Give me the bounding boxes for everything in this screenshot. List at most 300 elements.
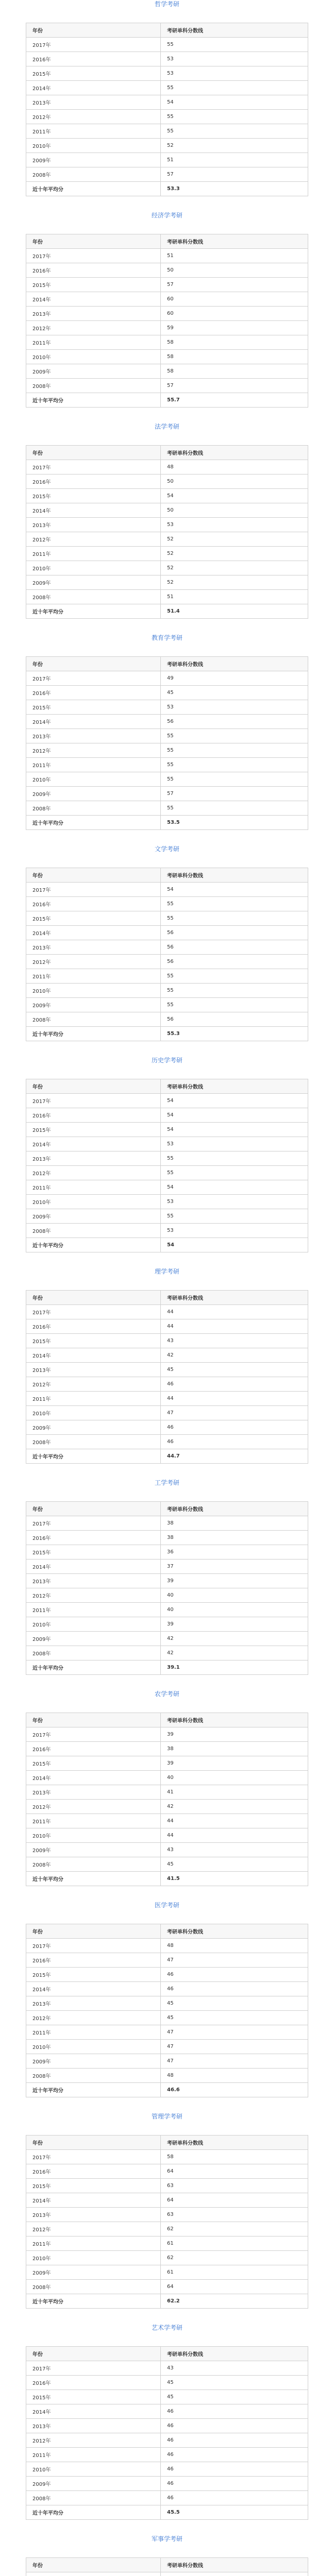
score-cell: 54: [161, 95, 308, 110]
score-cell: 46: [161, 1377, 308, 1392]
year-cell: 2015年: [26, 1334, 161, 1348]
header-score: 考研单科分数线: [161, 1291, 308, 1305]
subject-title: 经济学考研: [151, 212, 182, 219]
header-score: 考研单科分数线: [161, 1713, 308, 1727]
year-cell: 2009年: [26, 2477, 161, 2491]
table-row: [26, 1420, 308, 1435]
score-cell: 52: [161, 532, 308, 547]
year-cell: 2017年: [26, 671, 161, 686]
year-cell: 2015年: [26, 1123, 161, 1137]
year-cell: 2014年: [26, 1982, 161, 1996]
year-cell: 2008年: [26, 1435, 161, 1449]
table-row: [26, 998, 308, 1012]
table-row: [26, 1800, 308, 1814]
header-score: 考研单科分数线: [161, 2347, 308, 2361]
table-header-row: [26, 1291, 308, 1305]
table-row: [26, 1334, 308, 1348]
average-label: 近十年平均分: [26, 2294, 161, 2309]
score-cell: 64: [161, 2280, 308, 2294]
table-row: [26, 561, 308, 575]
average-row: [26, 1238, 308, 1252]
table-header-row: [26, 23, 308, 38]
score-cell: 57: [161, 787, 308, 801]
table-row: [26, 1756, 308, 1771]
table-row: [26, 474, 308, 489]
table-row: [26, 460, 308, 474]
score-cell: 53: [161, 52, 308, 66]
score-cell: 38: [161, 1742, 308, 1756]
year-cell: 2016年: [26, 686, 161, 700]
score-cell: 55: [161, 1166, 308, 1180]
score-cell: 51: [161, 590, 308, 604]
header-year: 年份: [26, 2347, 161, 2361]
year-cell: 2012年: [26, 2011, 161, 2025]
score-cell: 63: [161, 2208, 308, 2222]
subject-section-9: [0, 1901, 334, 2112]
table-row: [26, 2150, 308, 2164]
year-cell: 2010年: [26, 772, 161, 787]
score-cell: [161, 2572, 308, 2576]
table-row: [26, 1012, 308, 1027]
score-cell: 43: [161, 1334, 308, 1348]
average-row: [26, 182, 308, 196]
header-year: 年份: [26, 1079, 161, 1094]
subject-section-6: [0, 1267, 334, 1479]
score-cell: 50: [161, 263, 308, 278]
score-cell: 55: [161, 81, 308, 95]
subject-title: 教育学考研: [151, 634, 182, 641]
score-cell: 55: [161, 1151, 308, 1166]
year-cell: 2015年: [26, 2179, 161, 2193]
score-cell: 57: [161, 278, 308, 292]
year-cell: 2009年: [26, 998, 161, 1012]
table-row: [26, 292, 308, 307]
header-year: 年份: [26, 868, 161, 883]
subject-title: 工学考研: [154, 1479, 179, 1486]
average-value: 53.5: [161, 816, 308, 830]
table-row: [26, 1137, 308, 1151]
average-label: 近十年平均分: [26, 816, 161, 830]
year-cell: 2009年: [26, 2054, 161, 2069]
year-cell: 2011年: [26, 969, 161, 984]
average-value: 46.6: [161, 2083, 308, 2097]
year-cell: 2017年: [26, 1094, 161, 1108]
header-year: 年份: [26, 2558, 161, 2572]
score-cell: 46: [161, 1982, 308, 1996]
year-cell: 2017年: [26, 1305, 161, 1319]
year-cell: 2014年: [26, 503, 161, 518]
score-cell: 44: [161, 1828, 308, 1843]
score-cell: 55: [161, 758, 308, 772]
table-header-row: [26, 1924, 308, 1939]
subject-title: 文学考研: [154, 845, 179, 853]
table-row: [26, 2419, 308, 2433]
table-row: [26, 489, 308, 503]
table-row: [26, 1094, 308, 1108]
score-table: [26, 868, 308, 1041]
average-row: [26, 1872, 308, 1886]
average-row: [26, 816, 308, 830]
table-row: [26, 1968, 308, 1982]
score-cell: 53: [161, 1224, 308, 1238]
table-row: [26, 2179, 308, 2193]
header-year: 年份: [26, 446, 161, 460]
header-year: 年份: [26, 1502, 161, 1516]
table-row: [26, 364, 308, 379]
year-cell: 2011年: [26, 124, 161, 139]
score-cell: 42: [161, 1800, 308, 1814]
score-table: [26, 656, 308, 830]
score-cell: 58: [161, 350, 308, 364]
year-cell: 2015年: [26, 1545, 161, 1560]
year-cell: 2016年: [26, 1108, 161, 1123]
year-cell: 2013年: [26, 1785, 161, 1800]
score-cell: 39: [161, 1617, 308, 1632]
score-cell: 39: [161, 1727, 308, 1742]
year-cell: 2013年: [26, 2419, 161, 2433]
year-cell: 2017年: [26, 2150, 161, 2164]
subject-title: 哲学考研: [154, 1, 179, 8]
year-cell: 2014年: [26, 2404, 161, 2419]
table-row: [26, 2222, 308, 2236]
average-value: 62.2: [161, 2294, 308, 2309]
year-cell: 2008年: [26, 2069, 161, 2083]
score-cell: 56: [161, 926, 308, 940]
table-row: [26, 984, 308, 998]
header-score: 考研单科分数线: [161, 1079, 308, 1094]
score-cell: 46: [161, 1420, 308, 1435]
table-row: [26, 1646, 308, 1660]
score-cell: 59: [161, 321, 308, 335]
year-cell: 2015年: [26, 278, 161, 292]
score-cell: 52: [161, 547, 308, 561]
table-row: [26, 2361, 308, 2376]
table-row: [26, 1195, 308, 1209]
score-cell: 55: [161, 984, 308, 998]
table-row: [26, 801, 308, 816]
table-row: [26, 940, 308, 955]
year-cell: 2011年: [26, 335, 161, 350]
year-cell: 2014年: [26, 1560, 161, 1574]
average-row: [26, 2083, 308, 2097]
table-row: [26, 263, 308, 278]
score-cell: 46: [161, 1435, 308, 1449]
score-cell: 62: [161, 2222, 308, 2236]
year-cell: 2017年: [26, 1939, 161, 1953]
score-cell: 47: [161, 1953, 308, 1968]
table-row: [26, 124, 308, 139]
year-cell: 2011年: [26, 2448, 161, 2462]
year-cell: 2008年: [26, 379, 161, 393]
score-table: [26, 1501, 308, 1675]
score-cell: 42: [161, 1632, 308, 1646]
table-row: [26, 1982, 308, 1996]
score-cell: 48: [161, 1939, 308, 1953]
score-cell: 42: [161, 1348, 308, 1363]
table-row: [26, 590, 308, 604]
table-header-row: [26, 234, 308, 249]
subject-section-8: [0, 1690, 334, 1901]
year-cell: 2011年: [26, 1814, 161, 1828]
table-row: [26, 758, 308, 772]
score-cell: 44: [161, 1319, 308, 1334]
score-table: [26, 1924, 308, 2097]
year-cell: 2013年: [26, 729, 161, 743]
year-cell: 2013年: [26, 1151, 161, 1166]
header-score: 考研单科分数线: [161, 234, 308, 249]
table-row: [26, 1574, 308, 1588]
table-row: [26, 1953, 308, 1968]
year-cell: 2014年: [26, 2193, 161, 2208]
table-row: [26, 926, 308, 940]
year-cell: 2015年: [26, 700, 161, 715]
table-row: [26, 2376, 308, 2390]
average-label: 近十年平均分: [26, 1238, 161, 1252]
table-row: [26, 955, 308, 969]
year-cell: 2010年: [26, 2040, 161, 2054]
header-year: 年份: [26, 1924, 161, 1939]
subject-section-1: [0, 211, 334, 422]
subject-section-2: [0, 422, 334, 634]
subject-section-7: [0, 1479, 334, 1690]
table-row: [26, 1348, 308, 1363]
year-cell: 2008年: [26, 2280, 161, 2294]
score-cell: 45: [161, 2390, 308, 2404]
score-cell: 45: [161, 2376, 308, 2390]
score-cell: 57: [161, 167, 308, 182]
year-cell: 2010年: [26, 350, 161, 364]
score-cell: 56: [161, 1012, 308, 1027]
year-cell: 2011年: [26, 1180, 161, 1195]
table-row: [26, 1632, 308, 1646]
table-row: [26, 350, 308, 364]
year-cell: 2014年: [26, 1137, 161, 1151]
year-cell: 2010年: [26, 1828, 161, 1843]
score-cell: 39: [161, 1756, 308, 1771]
year-cell: 2010年: [26, 2251, 161, 2265]
score-cell: 46: [161, 2477, 308, 2491]
table-row: [26, 2193, 308, 2208]
score-cell: 38: [161, 1531, 308, 1545]
average-label: 近十年平均分: [26, 604, 161, 619]
year-cell: 2011年: [26, 758, 161, 772]
score-cell: 36: [161, 1545, 308, 1560]
table-header-row: [26, 2347, 308, 2361]
score-cell: 58: [161, 2150, 308, 2164]
table-row: [26, 1392, 308, 1406]
score-cell: 54: [161, 883, 308, 897]
score-cell: 42: [161, 1646, 308, 1660]
score-cell: 41: [161, 1785, 308, 1800]
score-cell: 55: [161, 1209, 308, 1224]
year-cell: 2008年: [26, 1012, 161, 1027]
table-row: [26, 1939, 308, 1953]
table-row: [26, 2477, 308, 2491]
score-cell: 48: [161, 460, 308, 474]
score-cell: 55: [161, 998, 308, 1012]
year-cell: 2013年: [26, 95, 161, 110]
year-cell: 2010年: [26, 1195, 161, 1209]
table-header-row: [26, 868, 308, 883]
table-row: [26, 2390, 308, 2404]
score-cell: 58: [161, 364, 308, 379]
subject-title: 艺术学考研: [151, 2324, 182, 2331]
year-cell: 2010年: [26, 984, 161, 998]
table-row: [26, 2011, 308, 2025]
score-cell: 45: [161, 686, 308, 700]
score-cell: 47: [161, 2025, 308, 2040]
table-row: [26, 1209, 308, 1224]
year-cell: 2008年: [26, 1646, 161, 1660]
year-cell: 2014年: [26, 715, 161, 729]
year-cell: 2014年: [26, 926, 161, 940]
table-row: [26, 743, 308, 758]
year-cell: 2014年: [26, 81, 161, 95]
average-value: 51.4: [161, 604, 308, 619]
year-cell: 2017年: [26, 2361, 161, 2376]
year-cell: 2014年: [26, 1771, 161, 1785]
table-row: [26, 1151, 308, 1166]
average-label: 近十年平均分: [26, 2505, 161, 2520]
header-score: 考研单科分数线: [161, 1502, 308, 1516]
year-cell: 2008年: [26, 167, 161, 182]
subject-title: 医学考研: [154, 1902, 179, 1909]
table-row: [26, 2069, 308, 2083]
header-score: 考研单科分数线: [161, 446, 308, 460]
score-cell: 54: [161, 489, 308, 503]
year-cell: 2009年: [26, 364, 161, 379]
table-row: [26, 1224, 308, 1238]
score-cell: 55: [161, 772, 308, 787]
score-cell: 53: [161, 1195, 308, 1209]
score-cell: 53: [161, 66, 308, 81]
score-cell: 54: [161, 1108, 308, 1123]
table-row: [26, 897, 308, 911]
table-row: [26, 2491, 308, 2505]
table-row: [26, 1166, 308, 1180]
table-row: [26, 575, 308, 590]
year-cell: 2013年: [26, 940, 161, 955]
table-row: [26, 1843, 308, 1857]
year-cell: 2012年: [26, 321, 161, 335]
score-cell: 48: [161, 2069, 308, 2083]
score-cell: 55: [161, 124, 308, 139]
table-row: [26, 547, 308, 561]
table-row: [26, 671, 308, 686]
score-cell: 46: [161, 1968, 308, 1982]
header-year: 年份: [26, 1291, 161, 1305]
table-row: [26, 503, 308, 518]
year-cell: 2017年: [26, 1727, 161, 1742]
table-row: [26, 307, 308, 321]
score-cell: 46: [161, 2404, 308, 2419]
year-cell: 2010年: [26, 1406, 161, 1420]
score-cell: 45: [161, 1363, 308, 1377]
year-cell: 2016年: [26, 52, 161, 66]
header-score: 考研单科分数线: [161, 23, 308, 38]
score-cell: 58: [161, 335, 308, 350]
year-cell: 2016年: [26, 2164, 161, 2179]
score-cell: 55: [161, 897, 308, 911]
score-cell: 52: [161, 139, 308, 153]
average-row: [26, 2294, 308, 2309]
table-row: [26, 52, 308, 66]
table-row: [26, 2025, 308, 2040]
year-cell: 2012年: [26, 110, 161, 124]
score-table: [26, 2135, 308, 2309]
year-cell: 2015年: [26, 2390, 161, 2404]
table-row: [26, 715, 308, 729]
year-cell: 2016年: [26, 1742, 161, 1756]
subject-title: 管理学考研: [151, 2113, 182, 2120]
score-cell: 52: [161, 575, 308, 590]
score-cell: 56: [161, 955, 308, 969]
table-header-row: [26, 2136, 308, 2150]
score-cell: 55: [161, 911, 308, 926]
year-cell: 2012年: [26, 2433, 161, 2448]
score-cell: 63: [161, 2179, 308, 2193]
table-row: [26, 1319, 308, 1334]
table-row: [26, 1727, 308, 1742]
subject-section-12: [0, 2535, 334, 2576]
average-label: 近十年平均分: [26, 1027, 161, 1041]
header-year: 年份: [26, 1713, 161, 1727]
table-row: [26, 249, 308, 263]
year-cell: 2015年: [26, 66, 161, 81]
table-header-row: [26, 2558, 308, 2572]
year-cell: 2008年: [26, 590, 161, 604]
year-cell: 2012年: [26, 2222, 161, 2236]
score-cell: 54: [161, 1094, 308, 1108]
table-row: [26, 1363, 308, 1377]
table-row: [26, 1180, 308, 1195]
score-cell: 40: [161, 1603, 308, 1617]
score-cell: 46: [161, 2448, 308, 2462]
score-cell: 53: [161, 1137, 308, 1151]
score-cell: 56: [161, 940, 308, 955]
table-row: [26, 2208, 308, 2222]
table-row: [26, 1857, 308, 1872]
table-row: [26, 139, 308, 153]
year-cell: 2017年: [26, 1516, 161, 1531]
table-row: [26, 1814, 308, 1828]
average-row: [26, 1660, 308, 1675]
year-cell: 2012年: [26, 1800, 161, 1814]
score-cell: 40: [161, 1771, 308, 1785]
score-cell: 47: [161, 1406, 308, 1420]
table-row: [26, 81, 308, 95]
score-table: [26, 234, 308, 408]
year-cell: 2013年: [26, 1996, 161, 2011]
subject-title: 农学考研: [154, 1690, 179, 1698]
score-cell: 61: [161, 2265, 308, 2280]
table-header-row: [26, 1713, 308, 1727]
score-cell: 50: [161, 503, 308, 518]
table-row: [26, 2433, 308, 2448]
score-cell: 37: [161, 1560, 308, 1574]
table-row: [26, 1742, 308, 1756]
table-header-row: [26, 1079, 308, 1094]
table-row: [26, 787, 308, 801]
average-row: [26, 1027, 308, 1041]
subject-title: 军事学考研: [151, 2535, 182, 2543]
year-cell: 2012年: [26, 532, 161, 547]
score-cell: 64: [161, 2164, 308, 2179]
score-cell: 53: [161, 700, 308, 715]
header-score: 考研单科分数线: [161, 2558, 308, 2572]
table-row: [26, 278, 308, 292]
average-label: 近十年平均分: [26, 182, 161, 196]
